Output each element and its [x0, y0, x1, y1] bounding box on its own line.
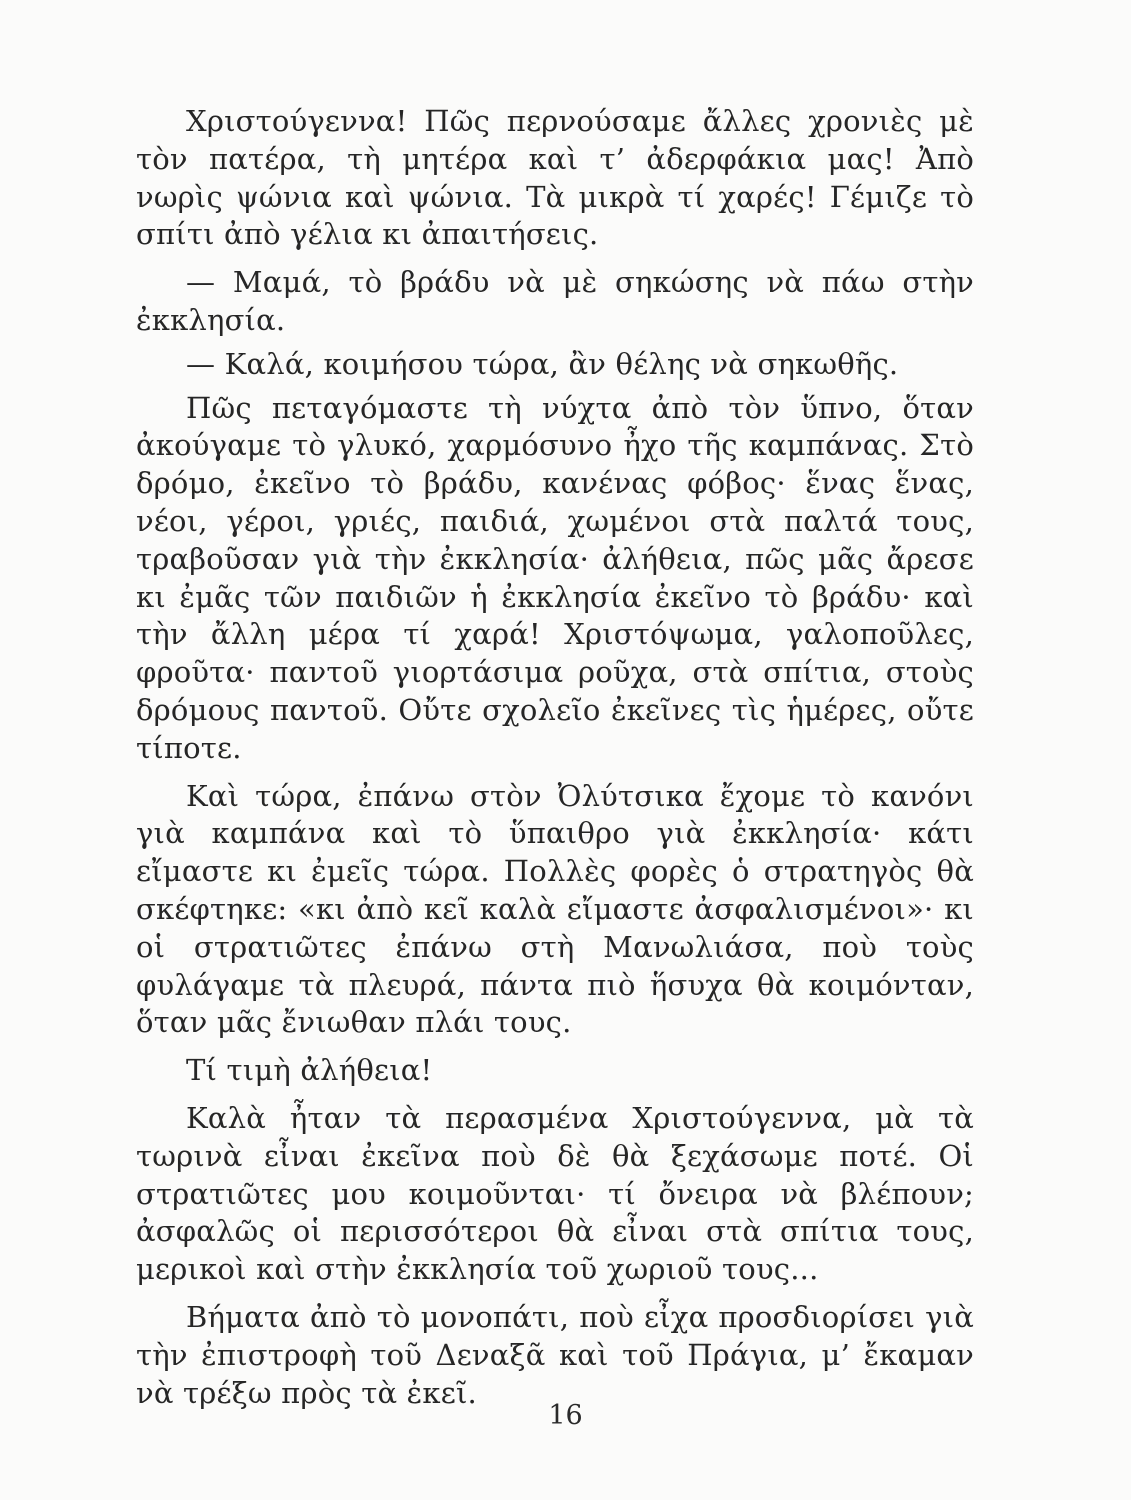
- body-text: [136, 103, 974, 1422]
- paragraph-olytsika: Καὶ τώρα, ἐπάνω στὸν Ὀλύτσικα ἔχομε τὸ κανόνι γιὰ καμπάνα καὶ τὸ ὕπαιθρο γιὰ ἐκκλησία· κάτι εἴμαστε κι ἐμεῖς τώρα. Πολλὲς φορὲς ὁ στρατηγὸς θὰ σκέφτηκε: «κι ἀπὸ κεῖ καλὰ εἴμαστε ἀσφαλισμένοι»· κι οἱ στρατιῶτες ἐπάνω στὴ Μανωλιάσα, ποὺ τοὺς φυλάγαμε τὰ πλευρά, πάντα πιὸ ἥσυχα θὰ κοιμόνταν, ὅταν μᾶς ἔνιωθαν πλάι τους.: [136, 778, 974, 1040]
- page-number: 16: [548, 1400, 583, 1431]
- dialogue-line-child: — Μαμά, τὸ βράδυ νὰ μὲ σηκώσης νὰ πάω στὴν ἐκκλησία.: [136, 265, 974, 337]
- paragraph-footsteps: Βήματα ἀπὸ τὸ μονοπάτι, ποὺ εἶχα προσδιορίσει γιὰ τὴν ἐπιστροφὴ τοῦ Δεναξᾶ καὶ τοῦ Πράγια, μ’ ἔκαμαν νὰ τρέξω πρὸς τὰ ἐκεῖ.: [136, 1299, 974, 1410]
- paragraph-christmas-memories: Χριστούγεννα! Πῶς περνούσαμε ἄλλες χρονιὲς μὲ τὸν πατέρα, τὴ μητέρα καὶ τ’ ἀδερφάκια μας! Ἀπὸ νωρὶς ψώνια καὶ ψώνια. Τὰ μικρὰ τί χαρές! Γέμιζε τὸ σπίτι ἀπὸ γέλια κι ἀπαιτήσεις.: [136, 104, 974, 252]
- paragraph-honor: Τί τιμὴ ἀλήθεια!: [186, 1053, 433, 1088]
- paragraph-christmas-night: Πῶς πεταγόμαστε τὴ νύχτα ἀπὸ τὸν ὕπνο, ὅταν ἀκούγαμε τὸ γλυκό, χαρμόσυνο ἦχο τῆς καμπάνας. Στὸ δρόμο, ἐκεῖνο τὸ βράδυ, κανένας φόβος· ἕνας ἕνας, νέοι, γέροι, γριές, παιδιά, χωμένοι στὰ παλτά τους, τραβοῦσαν γιὰ τὴν ἐκκλησία· ἀλήθεια, πῶς μᾶς ἄρεσε κι ἐμᾶς τῶν παιδιῶν ἡ ἐκκλησία ἐκεῖνο τὸ βράδυ· καὶ τὴν ἄλλη μέρα τί χαρά! Χριστόψωμα, γαλοποῦλες, φροῦτα· παντοῦ γιορτάσιμα ροῦχα, στὰ σπίτια, στοὺς δρόμους παντοῦ. Οὔτε σχολεῖο ἐκεῖνες τὶς ἡμέρες, οὔτε τίποτε.: [136, 390, 974, 765]
- dialogue-line-mother: — Καλά, κοιμήσου τώρα, ἂν θέλης νὰ σηκωθῆς.: [186, 346, 899, 381]
- paragraph-soldiers-sleep: Καλὰ ἦταν τὰ περασμένα Χριστούγεννα, μὰ τὰ τωρινὰ εἶναι ἐκεῖνα ποὺ δὲ θὰ ξεχάσωμε ποτέ. Οἱ στρατιῶτες μου κοιμοῦνται· τί ὄνειρα νὰ βλέπουν; ἀσφαλῶς οἱ περισσότεροι θὰ εἶναι στὰ σπίτια τους, μερικοὶ καὶ στὴν ἐκκλησία τοῦ χωριοῦ τους...: [136, 1100, 974, 1287]
